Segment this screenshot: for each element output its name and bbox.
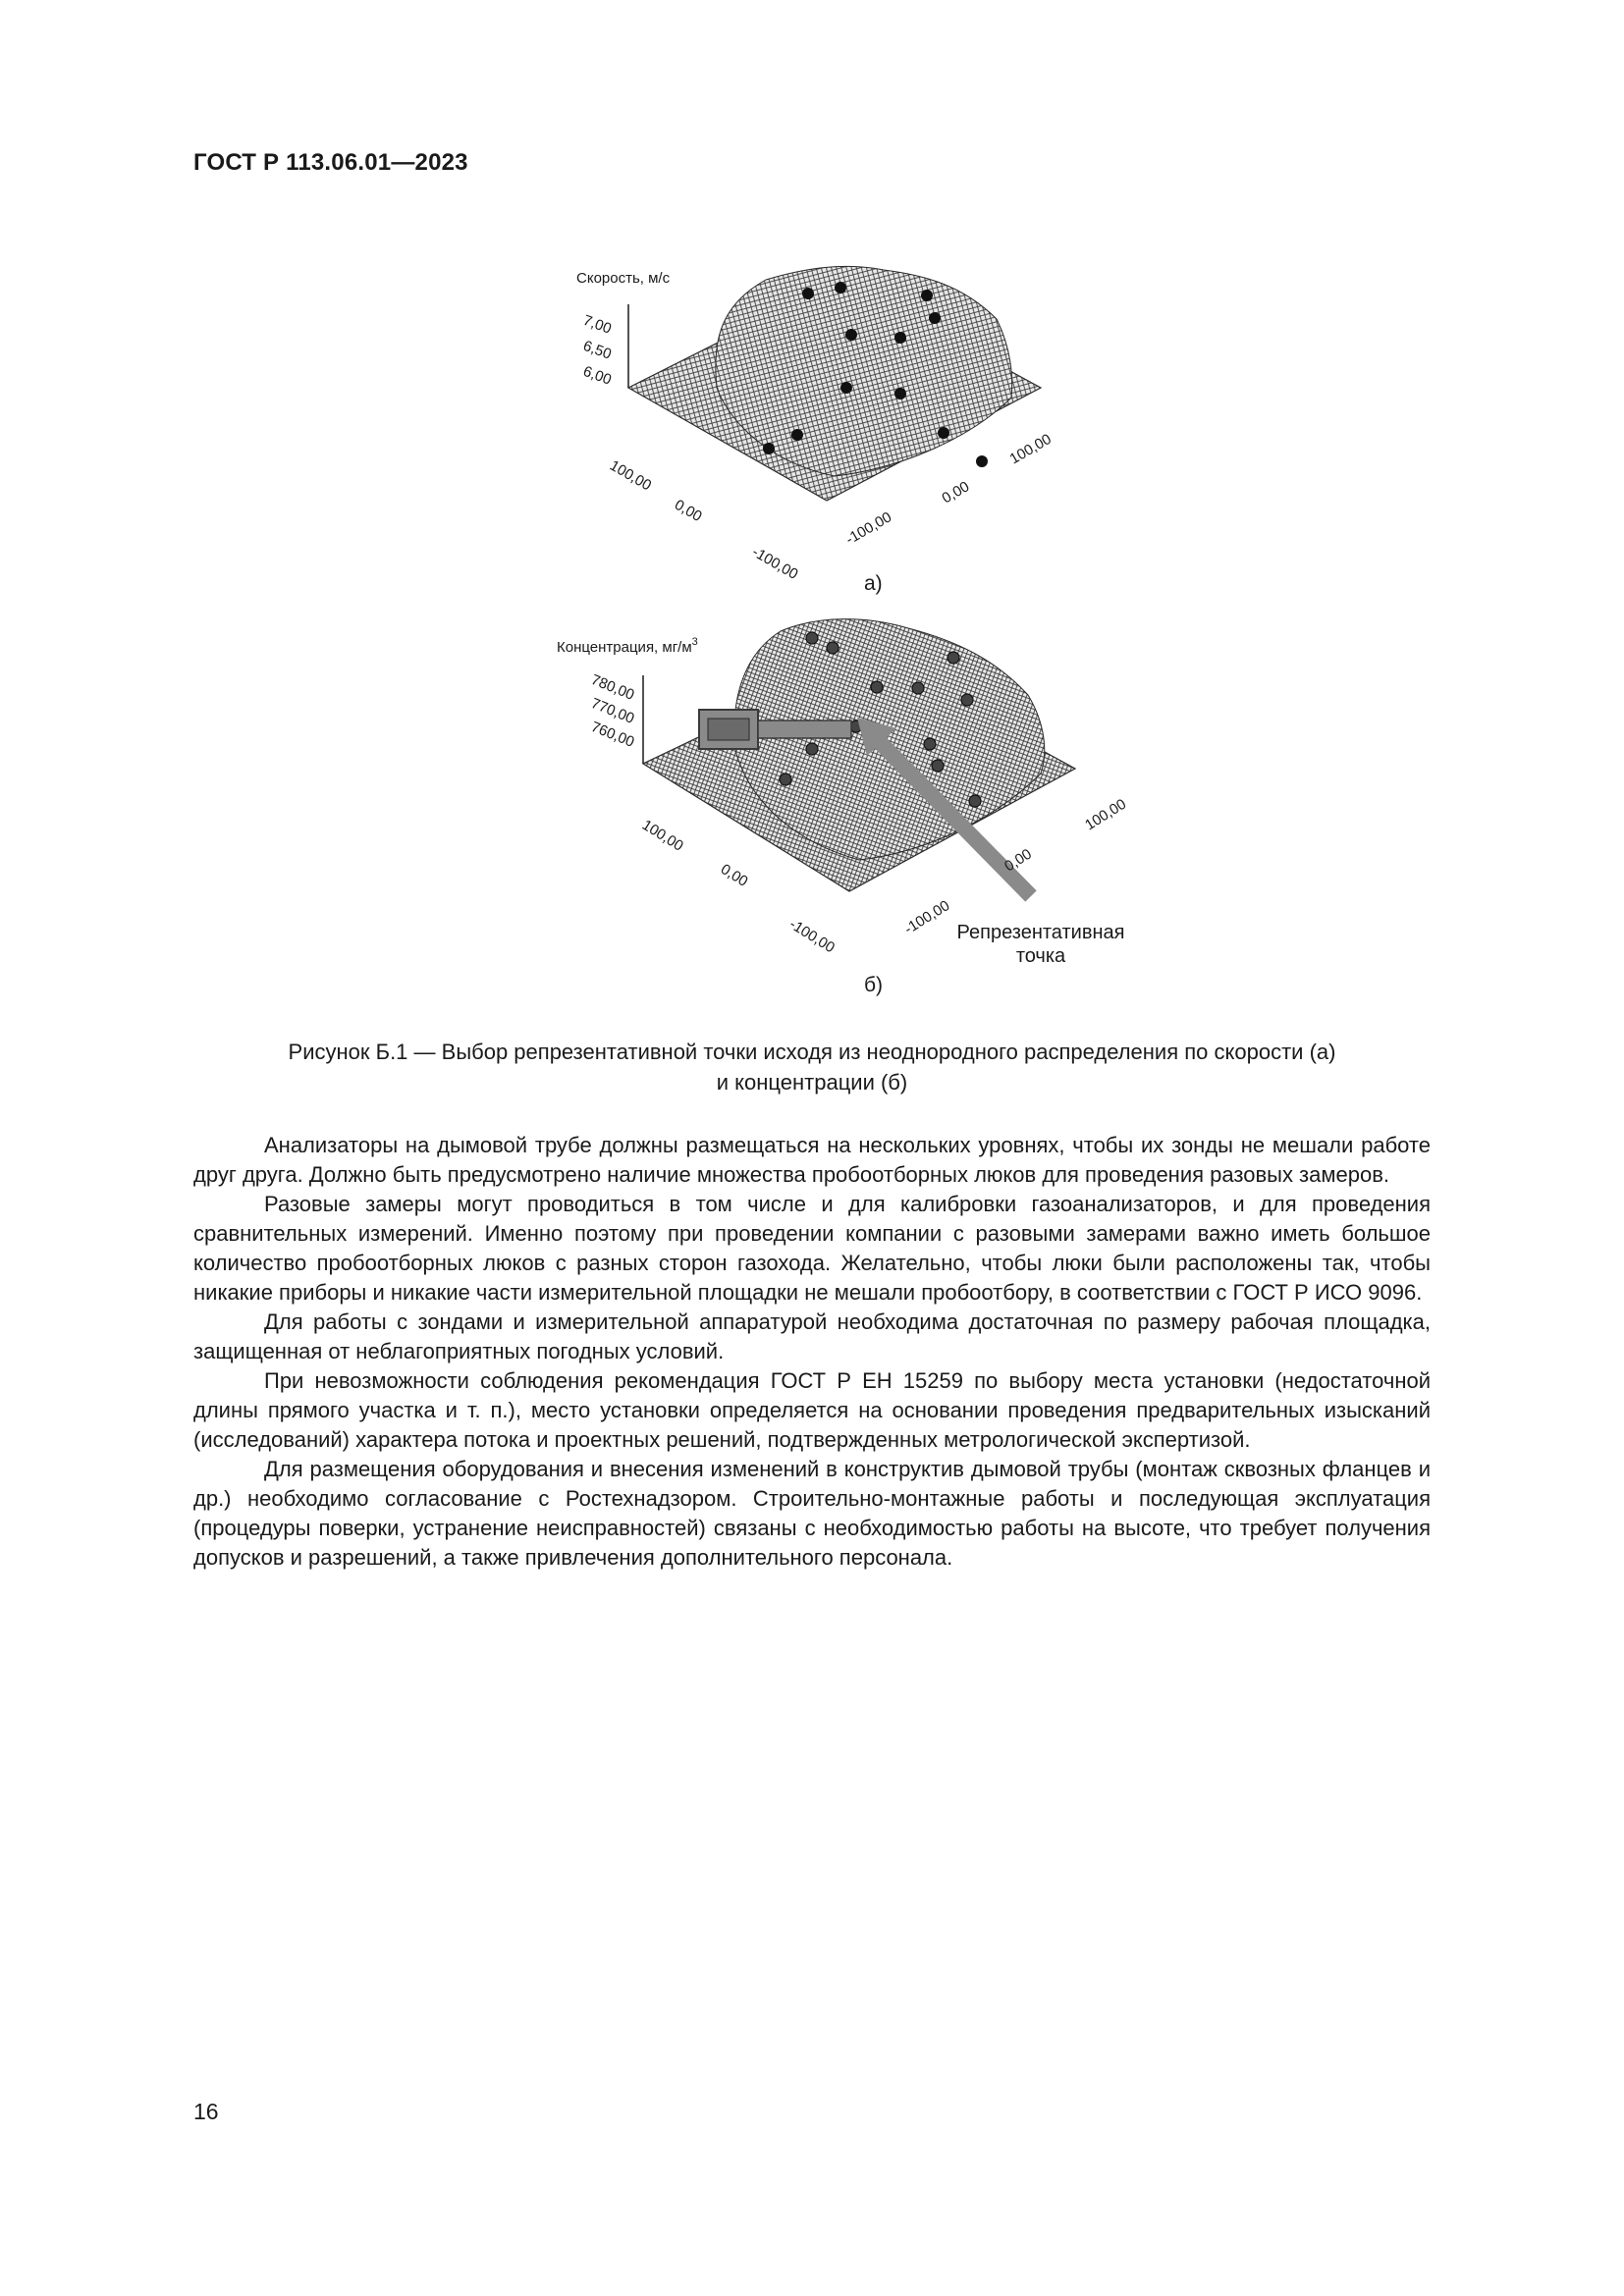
data-point xyxy=(827,642,839,654)
highlight-box-inner xyxy=(708,719,749,740)
data-point xyxy=(802,288,814,299)
data-point xyxy=(938,427,949,439)
y-tick-label: 0,00 xyxy=(1001,845,1035,876)
document-code: ГОСТ Р 113.06.01—2023 xyxy=(193,149,468,176)
x-tick-label: 100,00 xyxy=(638,816,686,855)
data-point xyxy=(871,681,883,693)
data-point xyxy=(806,632,818,644)
z-axis-label xyxy=(557,636,698,656)
x-tick-label: 100,00 xyxy=(607,456,655,495)
data-point xyxy=(894,332,906,344)
data-point xyxy=(947,652,959,664)
z-tick-label: 770,00 xyxy=(588,694,637,727)
caption-line: и концентрации (б) xyxy=(716,1070,908,1095)
paragraph: Для размещения оборудования и внесения изменений в конструктив дымовой трубы (монтаж сквозных фланцев и др.) необходимо согласование с Ростехнадзором. Строительно-монтажные работы и последующая эксплуатация (процедуры поверки, устранение неисправностей) связаны с необходимостью работы на высоте, что требует получения допусков и разрешений, а также привлечения дополнительного персонала. xyxy=(193,1457,1431,1570)
body-text xyxy=(193,1131,1431,1573)
data-point xyxy=(835,282,846,294)
data-point xyxy=(780,774,791,785)
z-tick-label: 6,00 xyxy=(580,362,614,389)
data-point xyxy=(791,429,803,441)
z-axis-label: Скорость, м/с xyxy=(576,270,671,287)
callout-label: Репрезентативная xyxy=(956,922,1125,943)
y-tick-label: -100,00 xyxy=(901,897,953,938)
x-tick-label: -100,00 xyxy=(785,915,839,957)
data-point xyxy=(912,682,924,694)
z-axis-label-text: Концентрация, мг/м xyxy=(557,639,692,656)
figure-concentration-surface xyxy=(545,607,1154,1009)
data-point xyxy=(932,760,944,772)
figure-velocity-surface xyxy=(550,250,1110,604)
data-point xyxy=(894,388,906,400)
figure-sublabel-b: б) xyxy=(864,974,884,996)
data-point xyxy=(929,312,941,324)
z-tick-label: 760,00 xyxy=(588,718,637,751)
y-tick-label: -100,00 xyxy=(842,508,895,549)
data-point xyxy=(969,795,981,807)
z-axis-label-superscript: 3 xyxy=(691,636,698,648)
callout-label: точка xyxy=(1015,945,1066,967)
data-point xyxy=(924,738,936,750)
z-tick-label: 780,00 xyxy=(588,670,637,704)
highlight-bar xyxy=(758,721,851,738)
figure-sublabel-a: а) xyxy=(864,572,883,595)
data-point xyxy=(840,382,852,394)
data-point xyxy=(976,455,988,467)
page-number: 16 xyxy=(193,2099,219,2124)
data-point xyxy=(806,743,818,755)
data-point xyxy=(961,694,973,706)
y-tick-label: 100,00 xyxy=(1082,795,1130,834)
x-tick-label: 0,00 xyxy=(672,496,705,526)
figure-caption xyxy=(193,1037,1431,1097)
paragraph: Анализаторы на дымовой трубе должны размещаться на нескольких уровнях, чтобы их зонды не мешали работе друг друга. Должно быть предусмотрено наличие множества пробоотборных люков для проведения разовых замеров. xyxy=(193,1133,1431,1187)
x-tick-label: -100,00 xyxy=(749,543,801,583)
y-tick-label: 0,00 xyxy=(939,478,973,507)
data-point xyxy=(763,443,775,454)
y-tick-label: 100,00 xyxy=(1006,430,1055,468)
x-tick-label: 0,00 xyxy=(717,860,751,890)
data-point xyxy=(845,329,857,341)
paragraph: При невозможности соблюдения рекомендация ГОСТ Р ЕН 15259 по выбору места установки (недостаточной длины прямого участка и т. п.), место установки определяется на основании проведения предварительных изысканий (исследований) характера потока и проектных решений, подтвержденных метрологической экспертизой. xyxy=(193,1368,1431,1452)
paragraph: Разовые замеры могут проводиться в том числе и для калибровки газоанализаторов, и для проведения сравнительных измерений. Именно поэтому при проведении компании с разовыми замерами важно иметь большое количество пробоотборных люков с разных сторон газохода. Желательно, чтобы люки были расположены так, чтобы никакие приборы и никакие части измерительной площадки не мешали пробоотбору, в соответствии с ГОСТ Р ИСО 9096. xyxy=(193,1192,1431,1305)
caption-line: Рисунок Б.1 — Выбор репрезентативной точки исходя из неоднородного распределения по скорости (а) xyxy=(288,1040,1336,1064)
z-tick-label: 7,00 xyxy=(580,311,614,338)
z-tick-label: 6,50 xyxy=(580,337,614,363)
data-point xyxy=(921,290,933,301)
paragraph: Для работы с зондами и измерительной аппаратурой необходима достаточная по размеру рабочая площадка, защищенная от неблагоприятных погодных условий. xyxy=(193,1309,1431,1363)
